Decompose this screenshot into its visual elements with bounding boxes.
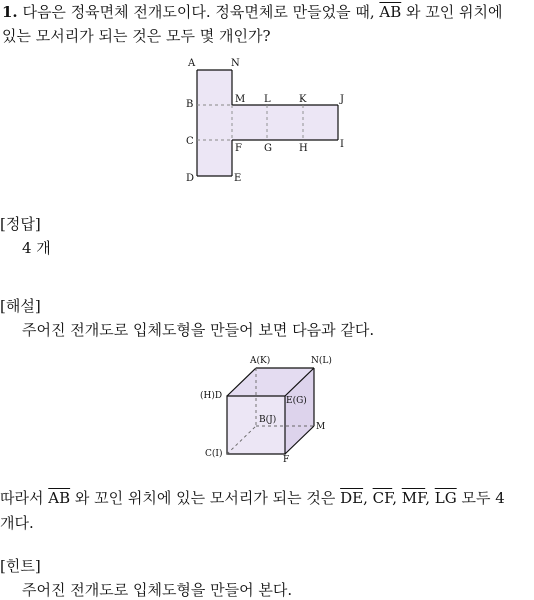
net-label-b: B	[186, 99, 194, 110]
net-label-g: G	[264, 143, 272, 154]
hint-header: [힌트]	[0, 557, 41, 575]
cube-3d-diagram	[0, 350, 534, 470]
problem-text-2: 있는 모서리가 되는 것은 모두 몇 개인가?	[2, 27, 271, 45]
segment-mf: $\overline{MF}$	[401, 489, 426, 507]
cube-net-diagram	[0, 50, 534, 250]
solution-line-1: 주어진 전개도로 입체도형을 만들어 보면 다음과 같다.	[22, 321, 375, 339]
segment-ab-2: $\overline{AB}$	[48, 489, 71, 507]
solution-header: [해설]	[0, 297, 41, 315]
segment-ab: $\overline{AB}$	[379, 3, 402, 21]
net-label-m: M	[235, 94, 246, 105]
net-label-c: C	[186, 136, 194, 147]
net-label-n: N	[231, 58, 240, 69]
problem-text-1: 다음은 정육면체 전개도이다. 정육면체로 만들었을 때,	[22, 3, 380, 21]
answer-value: 4 개	[22, 239, 51, 257]
separator-1: ,	[363, 489, 373, 507]
cube-label-bj: B(J)	[259, 415, 277, 425]
net-label-a: A	[188, 58, 196, 69]
net-label-i: I	[340, 139, 344, 150]
cube-label-m: M	[316, 422, 326, 432]
problem-line-1	[2, 2, 503, 22]
net-label-k: K	[299, 94, 307, 105]
solution-line-2	[0, 488, 505, 508]
segment-cf: $\overline{CF}$	[372, 489, 393, 507]
problem-number: 1.	[2, 3, 18, 21]
solution-text-2a: 따라서	[0, 489, 49, 507]
problem-text-1b: 와 꼬인 위치에	[401, 3, 503, 21]
net-label-j: J	[340, 94, 345, 105]
segment-lg: $\overline{LG}$	[434, 489, 457, 507]
cube-label-f: F	[283, 455, 290, 465]
net-label-h: H	[299, 143, 308, 154]
segment-de: $\overline{DE}$	[340, 489, 364, 507]
net-label-e: E	[234, 173, 242, 184]
problem-line-2	[2, 26, 271, 46]
separator-2: ,	[392, 489, 402, 507]
net-label-f: F	[235, 143, 242, 154]
cube-label-hd: (H)D	[200, 391, 223, 401]
cube-label-ak: A(K)	[250, 356, 271, 366]
net-label-d: D	[186, 173, 195, 184]
solution-line-3: 개다.	[0, 514, 34, 532]
hint-text: 주어진 전개도로 입체도형을 만들어 본다.	[22, 581, 293, 599]
solution-text-2c: 모두 4	[456, 489, 505, 507]
separator-3: ,	[425, 489, 435, 507]
net-label-l: L	[264, 94, 271, 105]
cube-label-nl: N(L)	[311, 356, 332, 366]
solution-text-2b: 와 꼬인 위치에 있는 모서리가 되는 것은	[70, 489, 341, 507]
cube-label-eg: E(G)	[286, 396, 307, 406]
cube-label-ci: C(I)	[205, 449, 223, 459]
answer-header: [정답]	[0, 215, 41, 233]
